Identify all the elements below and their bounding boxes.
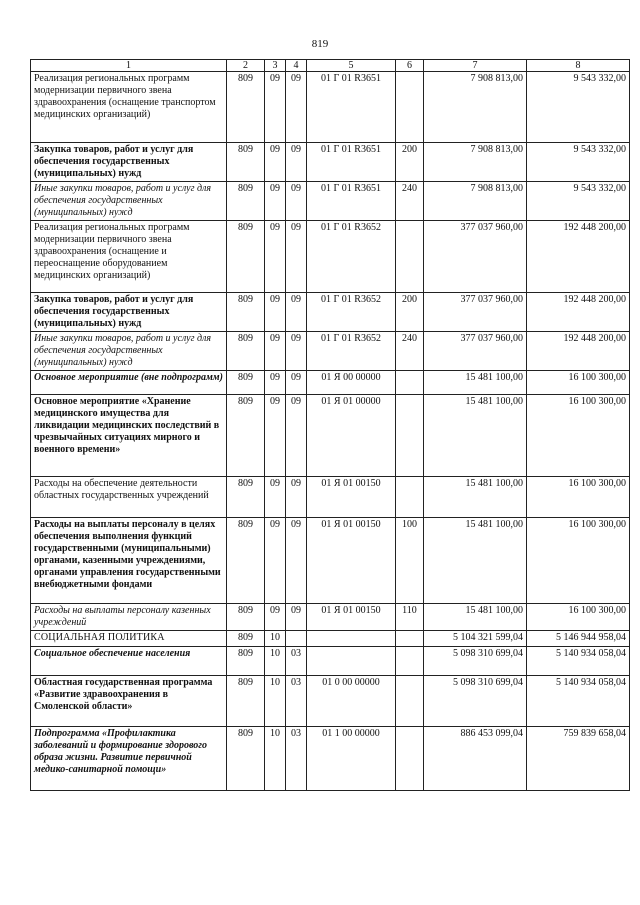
amount-year-1: 7 908 813,00: [424, 182, 527, 221]
subsection-code: 09: [286, 293, 307, 332]
amount-year-1: 377 037 960,00: [424, 221, 527, 293]
expense-type-code: [396, 676, 424, 727]
target-article-code: 01 Я 01 00150: [307, 477, 396, 518]
amount-year-1: 15 481 100,00: [424, 604, 527, 631]
table-row: [31, 332, 630, 371]
amount-year-1: 886 453 099,04: [424, 727, 527, 791]
subsection-code: 09: [286, 477, 307, 518]
subsection-code: 03: [286, 727, 307, 791]
expense-type-code: [396, 395, 424, 477]
amount-year-2: 16 100 300,00: [527, 477, 630, 518]
target-article-code: 01 Я 01 00000: [307, 395, 396, 477]
target-article-code: 01 Я 01 00150: [307, 518, 396, 604]
target-article-code: 01 Г 01 R3652: [307, 293, 396, 332]
page-number: 819: [311, 38, 329, 50]
subsection-code: 09: [286, 143, 307, 182]
ministry-code: 809: [227, 631, 265, 647]
row-name: Реализация региональных программ модернизации первичного звена здравоохранения (оснащение и переоснащение оборудованием медицинских организаций): [31, 221, 227, 293]
table-row: [31, 631, 630, 647]
section-code: 10: [265, 647, 286, 676]
target-article-code: [307, 631, 396, 647]
section-code: 09: [265, 293, 286, 332]
amount-year-2: 192 448 200,00: [527, 221, 630, 293]
ministry-code: 809: [227, 221, 265, 293]
amount-year-1: 7 908 813,00: [424, 72, 527, 143]
target-article-code: 01 1 00 00000: [307, 727, 396, 791]
table-row: [31, 221, 630, 293]
ministry-code: 809: [227, 518, 265, 604]
table-row: [31, 182, 630, 221]
subsection-code: 09: [286, 604, 307, 631]
row-name: Расходы на выплаты персоналу в целях обеспечения выполнения функций государственными (муниципальными) органами, казенными учреждениями, органами управления государственными внебюджетными фондами: [31, 518, 227, 604]
amount-year-1: 5 104 321 599,04: [424, 631, 527, 647]
subsection-code: 09: [286, 221, 307, 293]
row-name: Иные закупки товаров, работ и услуг для обеспечения государственных (муниципальных) нужд: [31, 182, 227, 221]
amount-year-1: 15 481 100,00: [424, 395, 527, 477]
table-row: [31, 604, 630, 631]
expense-type-code: [396, 727, 424, 791]
expense-type-code: 240: [396, 182, 424, 221]
table-row: [31, 395, 630, 477]
target-article-code: 01 Я 00 00000: [307, 371, 396, 395]
row-name: Подпрограмма «Профилактика заболеваний и формирование здорового образа жизни. Развитие первичной медико-санитарной помощи»: [31, 727, 227, 791]
subsection-code: 09: [286, 332, 307, 371]
subsection-code: 03: [286, 647, 307, 676]
amount-year-2: 16 100 300,00: [527, 395, 630, 477]
table-row: [31, 518, 630, 604]
row-name: Областная государственная программа «Развитие здравоохранения в Смоленской области»: [31, 676, 227, 727]
amount-year-2: 192 448 200,00: [527, 293, 630, 332]
table-row: [31, 371, 630, 395]
amount-year-2: 9 543 332,00: [527, 182, 630, 221]
column-number-6: 6: [396, 60, 424, 72]
expense-type-code: 240: [396, 332, 424, 371]
row-name: Закупка товаров, работ и услуг для обеспечения государственных (муниципальных) нужд: [31, 293, 227, 332]
section-code: 09: [265, 143, 286, 182]
ministry-code: 809: [227, 332, 265, 371]
section-code: 09: [265, 604, 286, 631]
subsection-code: 09: [286, 518, 307, 604]
expense-type-code: 100: [396, 518, 424, 604]
section-code: 10: [265, 727, 286, 791]
target-article-code: 01 Г 01 R3651: [307, 143, 396, 182]
section-code: 09: [265, 518, 286, 604]
column-number-8: 8: [527, 60, 630, 72]
ministry-code: 809: [227, 647, 265, 676]
amount-year-2: 5 140 934 058,04: [527, 676, 630, 727]
amount-year-2: 759 839 658,04: [527, 727, 630, 791]
section-code: 09: [265, 332, 286, 371]
ministry-code: 809: [227, 727, 265, 791]
subsection-code: [286, 631, 307, 647]
amount-year-2: 5 146 944 958,04: [527, 631, 630, 647]
amount-year-1: 377 037 960,00: [424, 293, 527, 332]
amount-year-1: 15 481 100,00: [424, 518, 527, 604]
amount-year-1: 5 098 310 699,04: [424, 647, 527, 676]
target-article-code: 01 Г 01 R3652: [307, 221, 396, 293]
budget-table: [30, 59, 630, 791]
table-row: [31, 727, 630, 791]
subsection-code: 09: [286, 72, 307, 143]
amount-year-1: 7 908 813,00: [424, 143, 527, 182]
amount-year-2: 9 543 332,00: [527, 72, 630, 143]
table-row: [31, 143, 630, 182]
amount-year-1: 5 098 310 699,04: [424, 676, 527, 727]
section-code: 09: [265, 72, 286, 143]
subsection-code: 03: [286, 676, 307, 727]
expense-type-code: [396, 477, 424, 518]
target-article-code: 01 Я 01 00150: [307, 604, 396, 631]
section-code: 09: [265, 221, 286, 293]
row-name: Основное мероприятие (вне подпрограмм): [31, 371, 227, 395]
expense-type-code: 110: [396, 604, 424, 631]
amount-year-1: 377 037 960,00: [424, 332, 527, 371]
column-number-7: 7: [424, 60, 527, 72]
target-article-code: [307, 647, 396, 676]
amount-year-2: 192 448 200,00: [527, 332, 630, 371]
row-name: Основное мероприятие «Хранение медицинского имущества для ликвидации медицинских последствий в чрезвычайных ситуациях мирного и военного времени»: [31, 395, 227, 477]
target-article-code: 01 Г 01 R3652: [307, 332, 396, 371]
target-article-code: 01 0 00 00000: [307, 676, 396, 727]
ministry-code: 809: [227, 182, 265, 221]
subsection-code: 09: [286, 371, 307, 395]
table-row: [31, 293, 630, 332]
subsection-code: 09: [286, 395, 307, 477]
expense-type-code: [396, 647, 424, 676]
target-article-code: 01 Г 01 R3651: [307, 72, 396, 143]
section-code: 09: [265, 182, 286, 221]
amount-year-2: 16 100 300,00: [527, 604, 630, 631]
expense-type-code: [396, 631, 424, 647]
ministry-code: 809: [227, 371, 265, 395]
column-number-2: 2: [227, 60, 265, 72]
section-code: 09: [265, 371, 286, 395]
ministry-code: 809: [227, 604, 265, 631]
table-row: [31, 647, 630, 676]
section-code: 09: [265, 477, 286, 518]
ministry-code: 809: [227, 72, 265, 143]
row-name: Иные закупки товаров, работ и услуг для обеспечения государственных (муниципальных) нужд: [31, 332, 227, 371]
amount-year-1: 15 481 100,00: [424, 371, 527, 395]
table-row: [31, 72, 630, 143]
target-article-code: 01 Г 01 R3651: [307, 182, 396, 221]
row-name: Социальное обеспечение населения: [31, 647, 227, 676]
table-row: [31, 477, 630, 518]
row-name: Расходы на выплаты персоналу казенных учреждений: [31, 604, 227, 631]
ministry-code: 809: [227, 395, 265, 477]
column-number-1: 1: [31, 60, 227, 72]
amount-year-1: 15 481 100,00: [424, 477, 527, 518]
row-name: Расходы на обеспечение деятельности областных государственных учреждений: [31, 477, 227, 518]
section-code: 10: [265, 676, 286, 727]
subsection-code: 09: [286, 182, 307, 221]
row-name: СОЦИАЛЬНАЯ ПОЛИТИКА: [31, 631, 227, 647]
expense-type-code: [396, 221, 424, 293]
expense-type-code: [396, 371, 424, 395]
ministry-code: 809: [227, 477, 265, 518]
ministry-code: 809: [227, 676, 265, 727]
amount-year-2: 16 100 300,00: [527, 371, 630, 395]
row-name: Закупка товаров, работ и услуг для обеспечения государственных (муниципальных) нужд: [31, 143, 227, 182]
table-row: [31, 676, 630, 727]
column-number-4: 4: [286, 60, 307, 72]
row-name: Реализация региональных программ модернизации первичного звена здравоохранения (оснащение транспортом медицинских организаций): [31, 72, 227, 143]
amount-year-2: 5 140 934 058,04: [527, 647, 630, 676]
amount-year-2: 9 543 332,00: [527, 143, 630, 182]
expense-type-code: 200: [396, 143, 424, 182]
section-code: 09: [265, 395, 286, 477]
ministry-code: 809: [227, 293, 265, 332]
column-number-5: 5: [307, 60, 396, 72]
ministry-code: 809: [227, 143, 265, 182]
expense-type-code: [396, 72, 424, 143]
column-number-header-row: [31, 60, 630, 72]
column-number-3: 3: [265, 60, 286, 72]
expense-type-code: 200: [396, 293, 424, 332]
amount-year-2: 16 100 300,00: [527, 518, 630, 604]
section-code: 10: [265, 631, 286, 647]
